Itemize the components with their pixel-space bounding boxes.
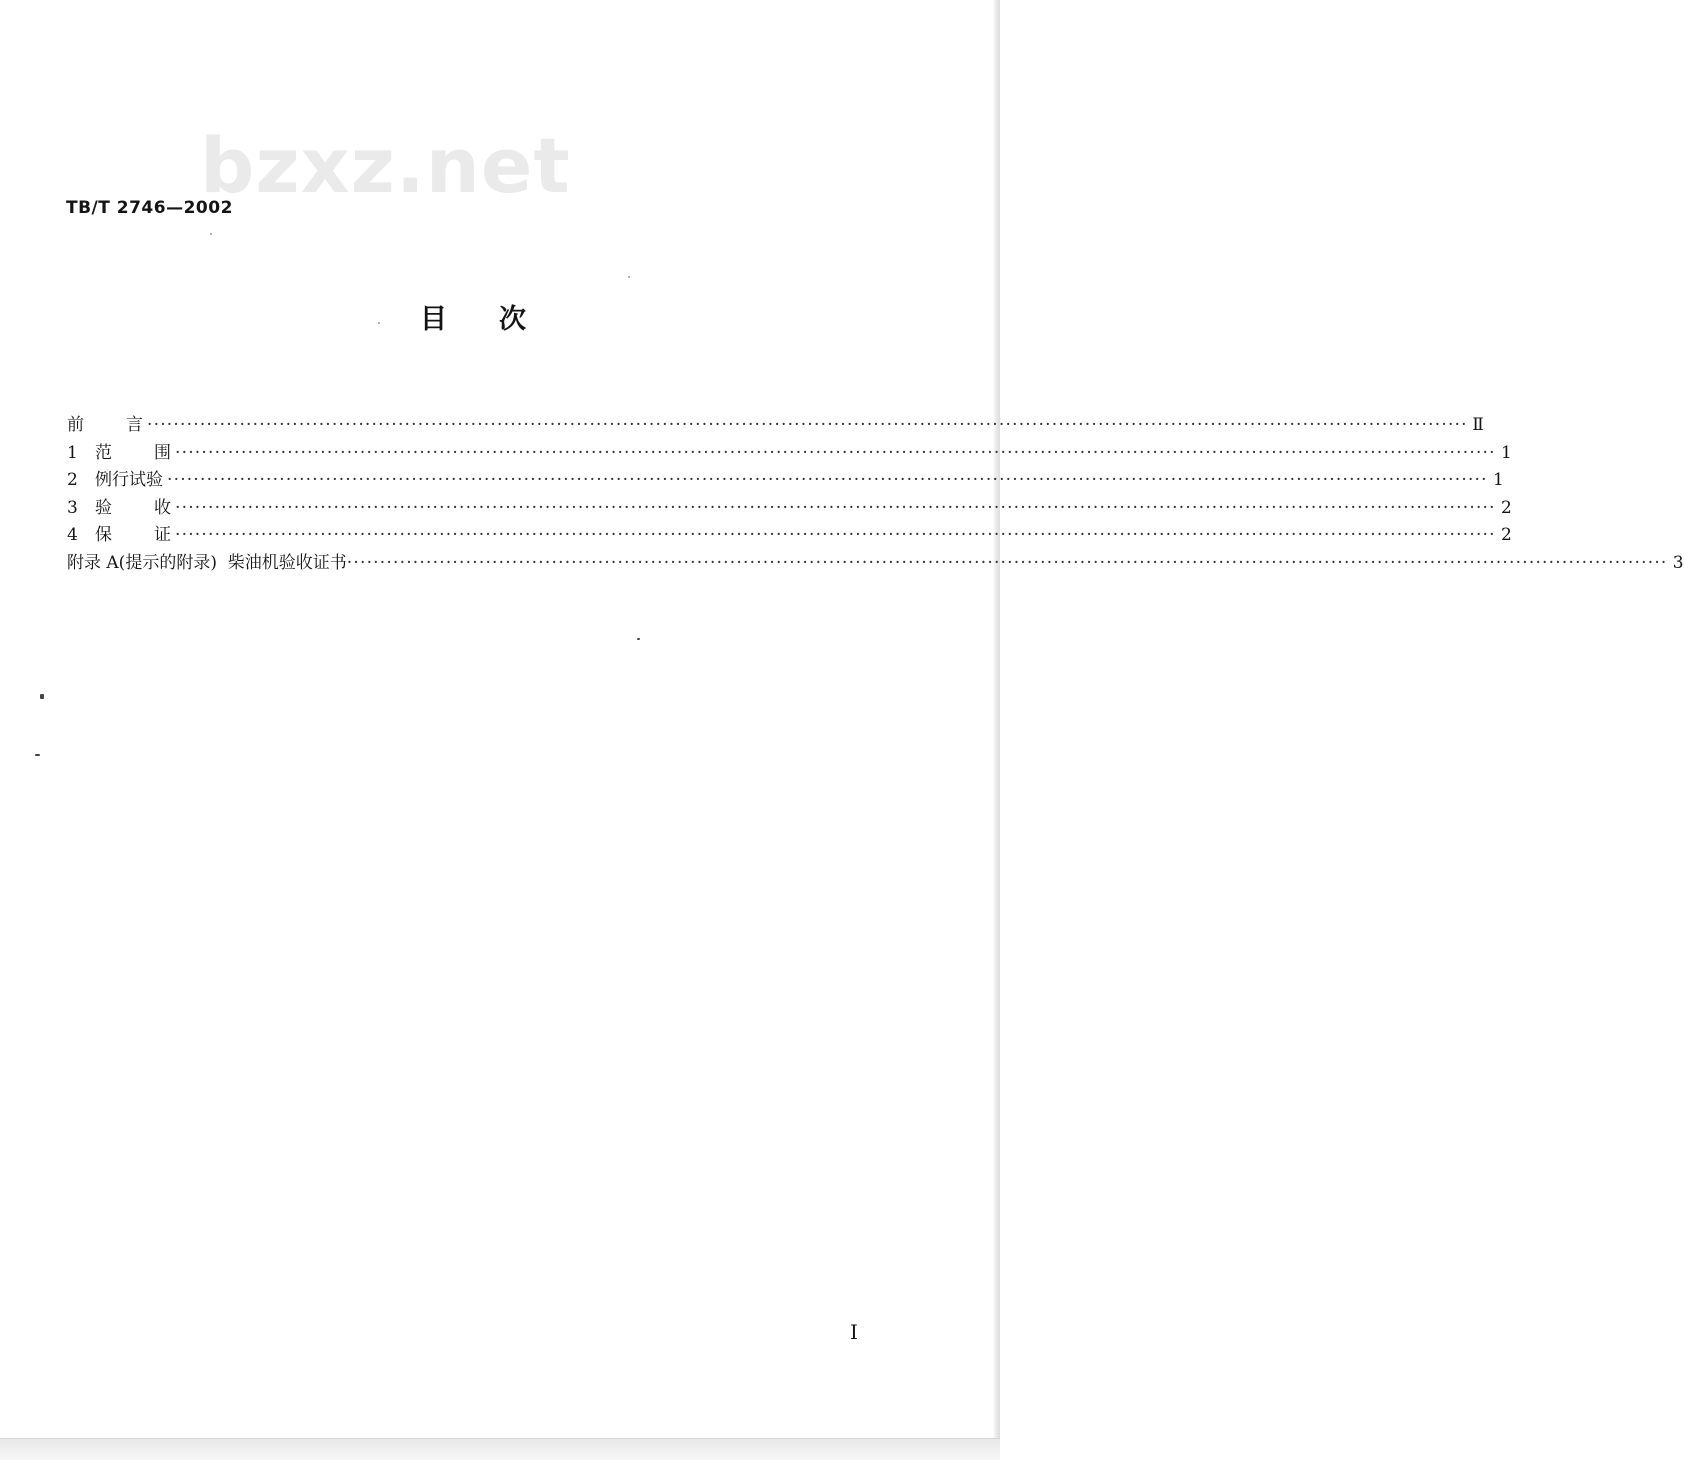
toc-entry-scope[interactable] xyxy=(67,440,1512,468)
toc-entry-label xyxy=(95,522,171,550)
dot-leader: ········································································································································································································ xyxy=(175,497,1496,518)
dot-leader: ········································································································································································································ xyxy=(175,525,1496,545)
toc-entry-foreword[interactable] xyxy=(67,412,1484,440)
scan-speck xyxy=(210,233,212,235)
toc-entry-appendix-a[interactable] xyxy=(67,550,1684,578)
scan-speck xyxy=(35,754,40,756)
toc-entry-number: 4 xyxy=(67,525,78,545)
scan-speck xyxy=(637,638,640,640)
document-code: TB/T 2746—2002 xyxy=(66,198,233,218)
page-bottom-border xyxy=(0,1438,1000,1460)
toc-page-number: 2 xyxy=(1500,525,1512,545)
toc-label-char: 证 xyxy=(154,525,171,545)
toc-label-char: 围 xyxy=(154,442,171,463)
toc-label-char: 验 xyxy=(95,497,112,518)
toc-page-number: 3 xyxy=(1672,552,1684,573)
toc-page-number: 1 xyxy=(1500,442,1512,463)
toc-label-char: 言 xyxy=(126,415,143,435)
scan-speck xyxy=(628,276,630,278)
toc-label-char: 范 xyxy=(95,442,112,463)
toc-entry-number: 3 xyxy=(67,497,78,518)
toc-label-char: 前 xyxy=(67,415,84,435)
page-number: Ⅰ xyxy=(850,1320,858,1344)
dot-leader: ········································································································································································································ xyxy=(346,552,1668,573)
toc-entry-routine-test[interactable] xyxy=(67,467,1504,495)
toc-title-char-1: 目 xyxy=(420,304,447,335)
toc-entry-label xyxy=(67,412,143,440)
scan-speck xyxy=(378,322,380,324)
toc-entry-guarantee[interactable] xyxy=(67,522,1512,550)
toc-page-number: 1 xyxy=(1492,470,1504,490)
toc-page-number: 2 xyxy=(1500,497,1512,518)
toc-entry-number: 2 xyxy=(67,470,78,490)
toc-entry-number: 1 xyxy=(67,442,78,463)
watermark: bzxz.net xyxy=(200,121,571,210)
toc-entry-label: 附录 A(提示的附录) 柴油机验收证书 xyxy=(67,552,347,573)
toc-entry-label xyxy=(95,495,171,523)
dot-leader: ········································································································································································································ xyxy=(167,470,1488,490)
toc-page-number: Ⅱ xyxy=(1472,415,1484,435)
table-of-contents xyxy=(67,412,1684,577)
toc-label-char: 保 xyxy=(95,525,112,545)
scan-speck xyxy=(40,694,44,699)
dot-leader: ········································································································································································································ xyxy=(147,415,1468,435)
toc-entry-label: 例行试验 xyxy=(95,470,163,490)
toc-entry-label xyxy=(95,440,171,468)
toc-entry-acceptance[interactable] xyxy=(67,495,1512,523)
toc-title-char-2: 次 xyxy=(499,304,526,335)
page-edge-shadow xyxy=(994,0,1000,1440)
dot-leader: ········································································································································································································ xyxy=(175,442,1496,463)
toc-label-char: 收 xyxy=(154,497,171,518)
toc-title xyxy=(0,297,946,336)
